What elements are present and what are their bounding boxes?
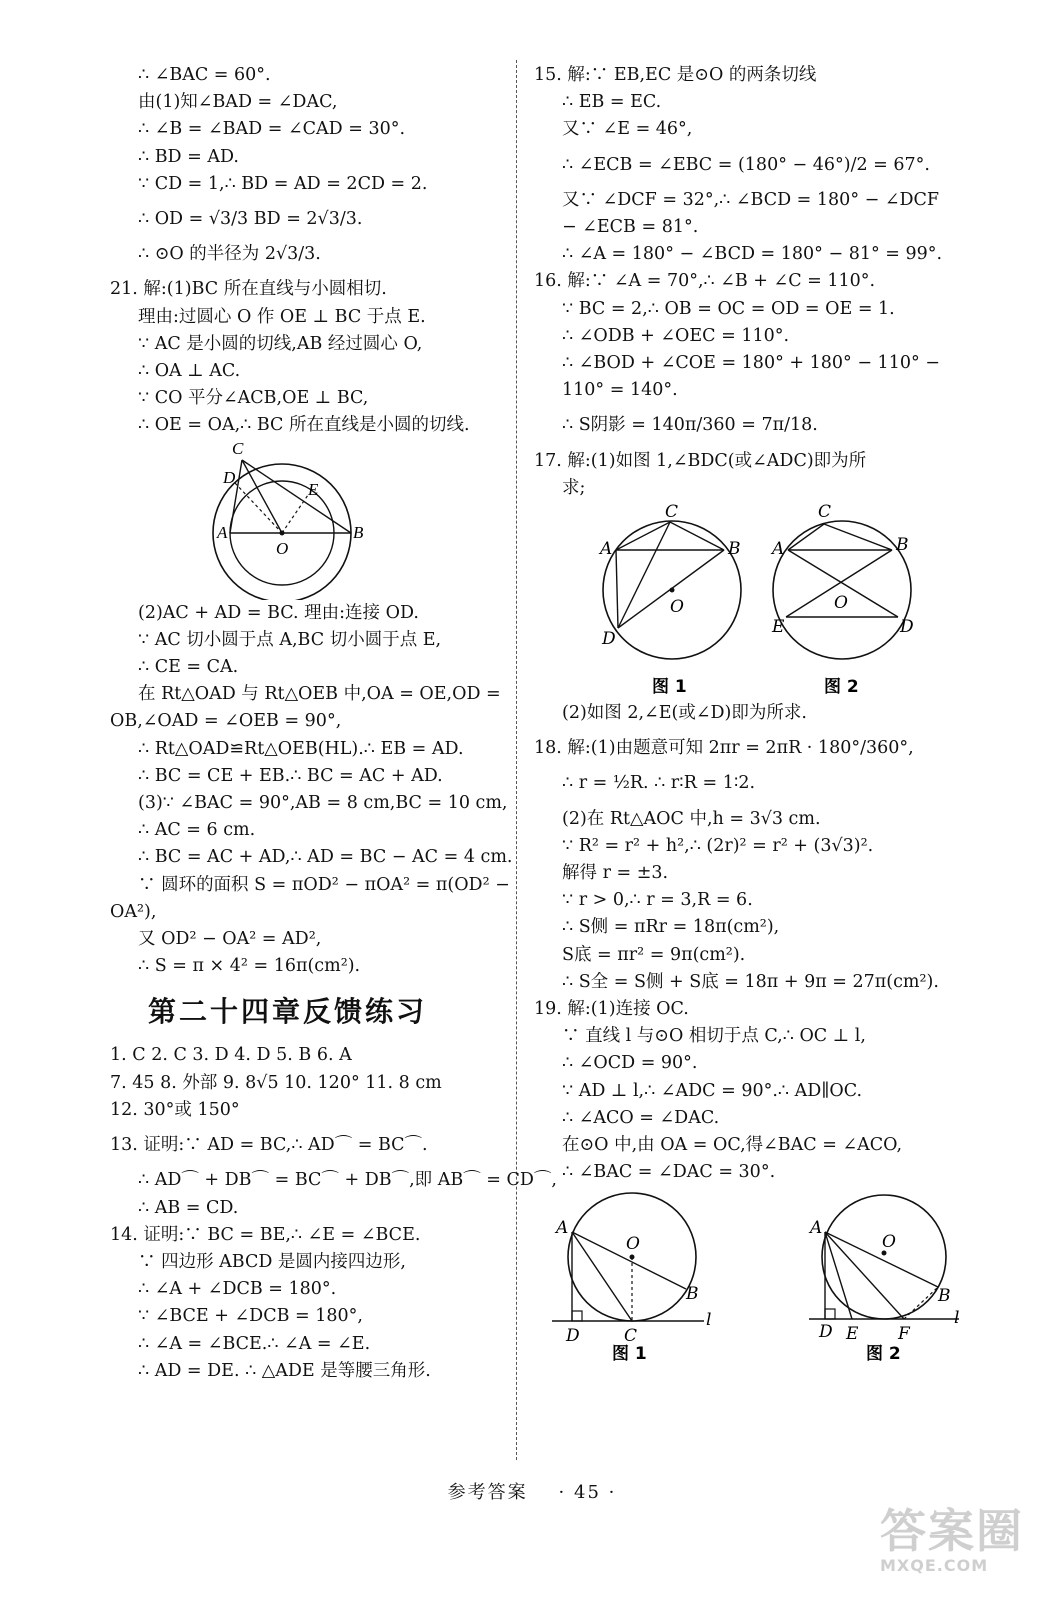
fig3-caption: 图 1	[612, 1343, 647, 1362]
text-line: ∴ OD = √3/3 BD = 2√3/3.	[138, 209, 363, 230]
right-block-b	[534, 700, 964, 1186]
text-line: ∵ BC = 2,∴ OB = OC = OD = OE = 1.	[562, 298, 895, 319]
left-column	[110, 62, 557, 1385]
fig3-ac	[572, 1232, 632, 1321]
text-line: ∴ ∠BAC = 60°.	[138, 65, 271, 85]
fig4-label: B	[938, 1285, 951, 1306]
text-line: 110° = 140°.	[562, 380, 678, 401]
fig2-label: D	[900, 617, 914, 638]
text-line: ∵ CD = 1,∴ BD = AD = 2CD = 2.	[138, 173, 428, 194]
watermark-big: 答案圈	[880, 1504, 1024, 1558]
problem-17-heading: 17. 解:(1)如图 1,∠BDC(或∠ADC)即为所	[534, 450, 867, 471]
page-number: · 45 ·	[558, 1482, 617, 1503]
label-a: A	[217, 522, 228, 542]
left-block-c	[110, 1042, 557, 1384]
fig4-caption: 图 2	[866, 1343, 901, 1362]
text-line: ∴ AB = CD.	[138, 1197, 239, 1218]
text-line: ∴ ∠BAC = ∠DAC = 30°.	[562, 1162, 776, 1183]
problem-21-heading: 21. 解:(1)BC 所在直线与小圆相切.	[110, 279, 387, 300]
text-line: ∴ BD = AD.	[138, 146, 239, 167]
text-line: ∴ ∠ACO = ∠DAC.	[562, 1107, 720, 1128]
problem-15-heading: 15. 解:∵ EB,EC 是⊙O 的两条切线	[534, 65, 817, 85]
fig1-center	[670, 588, 675, 593]
text-line: ∴ AC = 6 cm.	[138, 820, 256, 841]
text-line: 在⊙O 中,由 OA = OC,得∠BAC = ∠ACO,	[562, 1135, 903, 1156]
right-column	[534, 62, 964, 1362]
fig4-fb	[904, 1287, 938, 1319]
fig4-label: l	[954, 1307, 960, 1328]
text-line: ∵ ∠BCE + ∠DCB = 180°,	[138, 1306, 363, 1327]
figure-concentric-circles	[110, 440, 502, 600]
text-line: ∵ 圆环的面积 S = πOD² − πOA² = π(OD² −	[138, 874, 510, 895]
column-divider	[516, 60, 517, 1460]
label-d: D	[223, 467, 236, 487]
fig1-label: C	[665, 502, 679, 523]
figure-19	[534, 1187, 964, 1362]
fig4-label: D	[819, 1321, 833, 1342]
fig4-label: O	[882, 1231, 896, 1252]
text-line: ∵ r > 0,∴ r = 3,R = 6.	[562, 890, 753, 911]
text-line: ∴ OE = OA,∴ BC 所在直线是小圆的切线.	[138, 415, 470, 436]
text-line: ∴ S = π × 4² = 16π(cm²).	[138, 956, 361, 977]
label-o: O	[276, 538, 289, 558]
text-line: ∴ Rt△OAD≌Rt△OEB(HL).∴ EB = AD.	[138, 738, 464, 759]
text-line: OA²),	[110, 901, 157, 922]
problem-14-heading: 14. 证明:∵ BC = BE,∴ ∠E = ∠BCE.	[110, 1224, 421, 1245]
text-line: 解得 r = ±3.	[562, 863, 669, 884]
text-line: OB,∠OAD = ∠OEB = 90°,	[110, 711, 342, 732]
fig2-label: E	[772, 617, 785, 638]
fig3-label: D	[566, 1325, 580, 1346]
fig1-label: A	[600, 539, 613, 560]
fig2-label: O	[834, 593, 848, 614]
label-b: B	[353, 522, 364, 542]
segment-cb	[242, 460, 351, 533]
page-footer	[0, 1478, 1064, 1504]
fig4-ae	[825, 1232, 852, 1319]
text-line: (2)AC + AD = BC. 理由:连接 OD.	[138, 602, 419, 623]
left-block-a	[110, 62, 502, 440]
fig2-caption: 图 2	[824, 677, 859, 698]
fig3-label: B	[686, 1283, 699, 1304]
fig2-top	[788, 524, 892, 550]
fig2-label: A	[772, 539, 785, 560]
watermark-logo	[880, 1506, 1050, 1586]
text-line: ∵ 直线 l 与⊙O 相切于点 C,∴ OC ⊥ l,	[562, 1026, 866, 1047]
fig4-right-angle	[825, 1309, 835, 1319]
text-line: 求;	[562, 477, 586, 498]
text-line: ∴ S全 = S侧 + S底 = 18π + 9π = 27π(cm²).	[562, 971, 939, 992]
answer-row: 12. 30°或 150°	[110, 1099, 240, 1120]
text-line: 理由:过圆心 O 作 OE ⊥ BC 于点 E.	[138, 306, 426, 327]
text-line: ∴ BC = CE + EB.∴ BC = AC + AD.	[138, 765, 443, 786]
text-line: 又∵ ∠DCF = 32°,∴ ∠BCD = 180° − ∠DCF	[562, 189, 940, 210]
left-block-b	[110, 600, 513, 981]
fig1-label: O	[670, 597, 684, 618]
fig3-right-angle	[572, 1311, 582, 1321]
text-line: ∴ BC = AC + AD,∴ AD = BC − AC = 4 cm.	[138, 847, 513, 868]
text-line: ∴ AD⌒ + DB⌒ = BC⌒ + DB⌒,即 AB⌒ = CD⌒,	[138, 1170, 557, 1191]
label-c: C	[232, 439, 244, 458]
fig4-label: F	[898, 1323, 910, 1344]
text-line: ∴ ⊙O 的半径为 2√3/3.	[138, 244, 321, 265]
fig1-line-da	[616, 550, 618, 628]
text-line: ∵ R² = r² + h²,∴ (2r)² = r² + (3√3)².	[562, 835, 874, 856]
fig3-label: l	[706, 1309, 712, 1330]
text-line: ∴ AD = DE. ∴ △ADE 是等腰三角形.	[138, 1360, 431, 1381]
right-block-a	[534, 62, 964, 502]
fig1-lines	[616, 522, 724, 550]
fig1-caption: 图 1	[652, 677, 687, 698]
text-line: 又 OD² − OA² = AD²,	[138, 929, 322, 950]
problem-18-heading: 18. 解:(1)由题意可知 2πr = 2πR · 180°/360°,	[534, 738, 914, 759]
fig3-label: C	[624, 1325, 638, 1346]
text-line: ∴ ∠ODB + ∠OEC = 110°.	[562, 325, 790, 346]
fig4-label: E	[846, 1323, 859, 1344]
text-line: ∴ ∠OCD = 90°.	[562, 1053, 698, 1074]
text-line: ∴ OA ⊥ AC.	[138, 361, 241, 382]
fig3-label: O	[626, 1233, 640, 1254]
footer-title: 参考答案	[447, 1482, 528, 1503]
figure-17	[534, 502, 964, 700]
fig2-label: C	[818, 502, 832, 523]
text-line: ∵ 四边形 ABCD 是圆内接四边形,	[138, 1251, 406, 1272]
answer-row: 7. 45 8. 外部 9. 8√5 10. 120° 11. 8 cm	[110, 1072, 442, 1093]
watermark-small: MXQE.COM	[880, 1556, 989, 1575]
center-point	[280, 530, 285, 535]
text-line: ∵ AC 是小圆的切线,AB 经过圆心 O,	[138, 333, 423, 354]
text-line: (2)在 Rt△AOC 中,h = 3√3 cm.	[562, 808, 821, 829]
text-line: ∵ AD ⊥ l,∴ ∠ADC = 90°.∴ AD∥OC.	[562, 1080, 863, 1101]
text-line: ∵ AC 切小圆于点 A,BC 切小圆于点 E,	[138, 629, 442, 650]
segment-oe	[282, 495, 308, 533]
text-line: ∴ ∠BOD + ∠COE = 180° + 180° − 110° −	[562, 353, 940, 374]
text-line: ∴ ∠ECB = ∠EBC = (180° − 46°)/2 = 67°.	[562, 154, 930, 175]
fig2-circle	[773, 521, 911, 659]
problem-13-heading: 13. 证明:∵ AD = BC,∴ AD⌒ = BC⌒.	[110, 1135, 428, 1156]
text-line: ∴ r = ½R. ∴ r∶R = 1∶2.	[562, 773, 756, 794]
label-e: E	[308, 479, 319, 499]
text-line: ∴ S阴影 = 140π/360 = 7π/18.	[562, 415, 818, 436]
text-line: 由(1)知∠BAD = ∠DAC,	[138, 92, 338, 113]
fig2-label: B	[896, 535, 909, 556]
text-line: − ∠ECB = 81°.	[562, 217, 699, 238]
fig4-circle	[822, 1195, 946, 1319]
text-line: ∵ CO 平分∠ACB,OE ⊥ BC,	[138, 388, 369, 409]
text-line: 在 Rt△OAD 与 Rt△OEB 中,OA = OE,OD =	[138, 684, 501, 705]
text-line: (3)∵ ∠BAC = 90°,AB = 8 cm,BC = 10 cm,	[138, 793, 508, 814]
text-line: ∴ CE = CA.	[138, 657, 239, 678]
text-line: ∴ ∠A = 180° − ∠BCD = 180° − 81° = 99°.	[562, 244, 943, 265]
fig1-label: B	[728, 539, 741, 560]
text-line: ∴ EB = EC.	[562, 92, 662, 113]
chapter-title: 第二十四章反馈练习	[148, 995, 428, 1029]
text-line: ∴ ∠A = ∠BCE.∴ ∠A = ∠E.	[138, 1333, 371, 1354]
text-line: S底 = πr² = 9π(cm²).	[562, 944, 746, 965]
fig4-label: A	[810, 1217, 823, 1238]
answer-row: 1. C 2. C 3. D 4. D 5. B 6. A	[110, 1045, 352, 1066]
text-line: ∴ S侧 = πRr = 18π(cm²),	[562, 917, 780, 938]
text-line: 又∵ ∠E = 46°,	[562, 119, 693, 140]
problem-16-heading: 16. 解:∵ ∠A = 70°,∴ ∠B + ∠C = 110°.	[534, 271, 876, 292]
fig3-center	[630, 1254, 635, 1259]
text-line: ∴ ∠B = ∠BAD = ∠CAD = 30°.	[138, 119, 406, 140]
problem-19-heading: 19. 解:(1)连接 OC.	[534, 999, 689, 1020]
fig1-label: D	[602, 629, 616, 650]
text-line: ∴ ∠A + ∠DCB = 180°.	[138, 1279, 337, 1300]
fig3-label: A	[556, 1217, 569, 1238]
text-line: (2)如图 2,∠E(或∠D)即为所求.	[562, 703, 807, 724]
